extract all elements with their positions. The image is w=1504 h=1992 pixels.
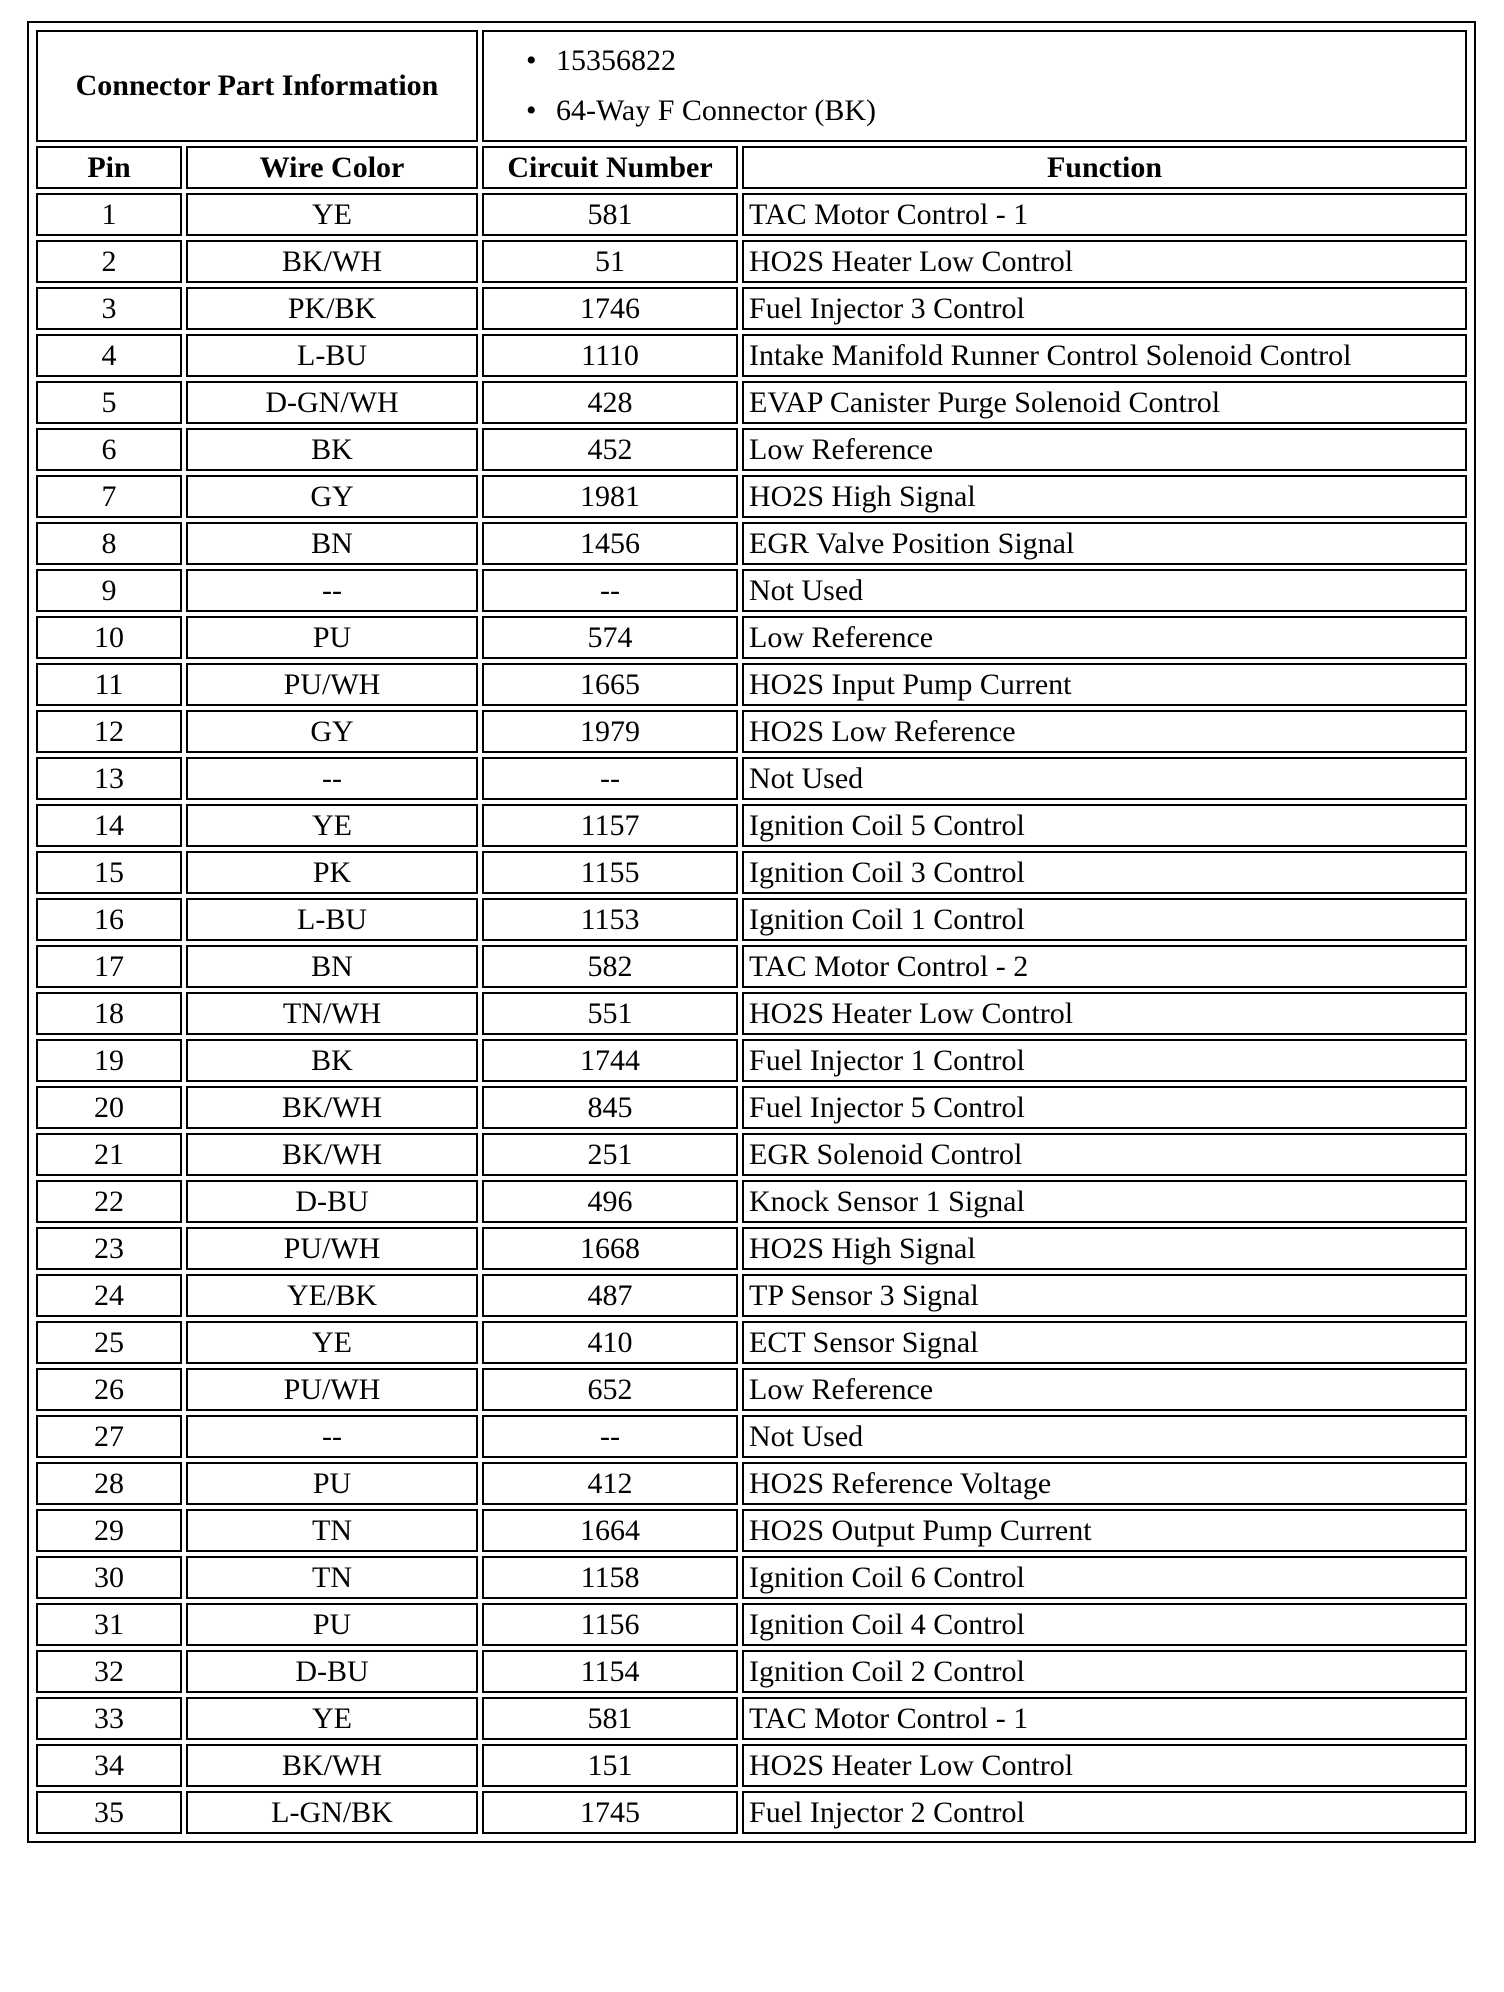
pin-cell: 18 [36,992,182,1035]
table-row [36,1133,1467,1176]
function-cell: Low Reference [742,428,1467,471]
circuit-number-cell: 151 [482,1744,738,1787]
wire-color-cell: PU [186,1462,478,1505]
function-cell: Fuel Injector 1 Control [742,1039,1467,1082]
pin-cell: 35 [36,1791,182,1834]
connector-info-values [482,30,1467,142]
circuit-number-cell: -- [482,569,738,612]
circuit-number-cell: 581 [482,193,738,236]
table-row [36,1368,1467,1411]
function-cell: Not Used [742,1415,1467,1458]
connector-info-list [526,36,1465,136]
table-row [36,1180,1467,1223]
function-cell: Ignition Coil 2 Control [742,1650,1467,1693]
function-cell: EGR Valve Position Signal [742,522,1467,565]
wire-color-cell: YE [186,1697,478,1740]
table-row [36,1697,1467,1740]
pin-cell: 6 [36,428,182,471]
circuit-number-cell: 1158 [482,1556,738,1599]
pin-cell: 33 [36,1697,182,1740]
pin-cell: 17 [36,945,182,988]
header-row [36,146,1467,189]
circuit-number-cell: 452 [482,428,738,471]
function-cell: Not Used [742,757,1467,800]
wire-color-cell: TN/WH [186,992,478,1035]
wire-color-cell: PU/WH [186,1368,478,1411]
function-cell: Not Used [742,569,1467,612]
circuit-number-cell: 1745 [482,1791,738,1834]
function-cell: HO2S Low Reference [742,710,1467,753]
pin-cell: 20 [36,1086,182,1129]
table-row [36,1086,1467,1129]
table-row [36,804,1467,847]
pin-cell: 9 [36,569,182,612]
function-cell: HO2S Input Pump Current [742,663,1467,706]
circuit-number-cell: 1154 [482,1650,738,1693]
pin-cell: 24 [36,1274,182,1317]
pin-cell: 8 [36,522,182,565]
function-cell: Low Reference [742,1368,1467,1411]
function-cell: Ignition Coil 6 Control [742,1556,1467,1599]
circuit-number-cell: 1156 [482,1603,738,1646]
table-row [36,663,1467,706]
pin-cell: 28 [36,1462,182,1505]
wire-color-cell: BK/WH [186,240,478,283]
table-row [36,334,1467,377]
connector-pinout-table [32,26,1471,1838]
circuit-number-cell: -- [482,1415,738,1458]
function-cell: TAC Motor Control - 1 [742,1697,1467,1740]
pin-cell: 15 [36,851,182,894]
circuit-number-cell: 1981 [482,475,738,518]
pin-cell: 10 [36,616,182,659]
function-cell: HO2S Heater Low Control [742,1744,1467,1787]
circuit-number-cell: 1746 [482,287,738,330]
table-row [36,1274,1467,1317]
pin-cell: 23 [36,1227,182,1270]
circuit-number-cell: 496 [482,1180,738,1223]
pin-cell: 5 [36,381,182,424]
table-row [36,522,1467,565]
table-row [36,945,1467,988]
pin-cell: 32 [36,1650,182,1693]
wire-color-cell: BK/WH [186,1086,478,1129]
table-row [36,381,1467,424]
table-row [36,1556,1467,1599]
header-function: Function [742,146,1467,189]
function-cell: Fuel Injector 3 Control [742,287,1467,330]
table-row [36,475,1467,518]
wire-color-cell: L-GN/BK [186,1791,478,1834]
wire-color-cell: L-BU [186,334,478,377]
circuit-number-cell: -- [482,757,738,800]
table-row [36,616,1467,659]
wire-color-cell: YE [186,804,478,847]
table-row [36,569,1467,612]
circuit-number-cell: 1664 [482,1509,738,1552]
function-cell: Intake Manifold Runner Control Solenoid Control [742,334,1467,377]
circuit-number-cell: 51 [482,240,738,283]
circuit-number-cell: 652 [482,1368,738,1411]
pin-cell: 22 [36,1180,182,1223]
pin-cell: 29 [36,1509,182,1552]
circuit-number-cell: 1979 [482,710,738,753]
wire-color-cell: GY [186,710,478,753]
pin-cell: 16 [36,898,182,941]
table-row [36,1039,1467,1082]
pin-cell: 26 [36,1368,182,1411]
circuit-number-cell: 574 [482,616,738,659]
circuit-number-cell: 428 [482,381,738,424]
function-cell: Fuel Injector 5 Control [742,1086,1467,1129]
wire-color-cell: D-BU [186,1650,478,1693]
wire-color-cell: L-BU [186,898,478,941]
pin-cell: 19 [36,1039,182,1082]
circuit-number-cell: 487 [482,1274,738,1317]
function-cell: ECT Sensor Signal [742,1321,1467,1364]
pin-cell: 11 [36,663,182,706]
table-row [36,992,1467,1035]
wire-color-cell: YE/BK [186,1274,478,1317]
function-cell: Knock Sensor 1 Signal [742,1180,1467,1223]
wire-color-cell: YE [186,1321,478,1364]
pin-cell: 4 [36,334,182,377]
connector-info-label: Connector Part Information [36,30,478,142]
circuit-number-cell: 410 [482,1321,738,1364]
table-row [36,1321,1467,1364]
table-row [36,710,1467,753]
table-row [36,757,1467,800]
table-row [36,1415,1467,1458]
function-cell: TAC Motor Control - 2 [742,945,1467,988]
wire-color-cell: YE [186,193,478,236]
wire-color-cell: BN [186,945,478,988]
table-row [36,428,1467,471]
circuit-number-cell: 412 [482,1462,738,1505]
table-row [36,1462,1467,1505]
pin-cell: 2 [36,240,182,283]
table-row [36,1744,1467,1787]
function-cell: Low Reference [742,616,1467,659]
connector-description: • 64-Way F Connector (BK) [526,86,1465,136]
wire-color-cell: PU [186,1603,478,1646]
circuit-number-cell: 845 [482,1086,738,1129]
table-row [36,1509,1467,1552]
circuit-number-cell: 551 [482,992,738,1035]
circuit-number-cell: 1157 [482,804,738,847]
function-cell: EVAP Canister Purge Solenoid Control [742,381,1467,424]
function-cell: EGR Solenoid Control [742,1133,1467,1176]
wire-color-cell: -- [186,569,478,612]
wire-color-cell: GY [186,475,478,518]
pin-cell: 13 [36,757,182,800]
connector-info-row [36,30,1467,142]
function-cell: HO2S Heater Low Control [742,240,1467,283]
table-row [36,287,1467,330]
function-cell: HO2S Reference Voltage [742,1462,1467,1505]
wire-color-cell: TN [186,1509,478,1552]
function-cell: TAC Motor Control - 1 [742,193,1467,236]
pin-cell: 7 [36,475,182,518]
function-cell: TP Sensor 3 Signal [742,1274,1467,1317]
pin-cell: 3 [36,287,182,330]
function-cell: Ignition Coil 5 Control [742,804,1467,847]
wire-color-cell: D-GN/WH [186,381,478,424]
pin-cell: 14 [36,804,182,847]
table-row [36,1227,1467,1270]
header-circuit-number: Circuit Number [482,146,738,189]
function-cell: HO2S High Signal [742,475,1467,518]
wire-color-cell: BK [186,1039,478,1082]
wire-color-cell: PU/WH [186,1227,478,1270]
function-cell: Fuel Injector 2 Control [742,1791,1467,1834]
circuit-number-cell: 581 [482,1697,738,1740]
connector-part-number: • 15356822 [526,36,1465,86]
circuit-number-cell: 1155 [482,851,738,894]
pin-cell: 30 [36,1556,182,1599]
circuit-number-cell: 582 [482,945,738,988]
circuit-number-cell: 1153 [482,898,738,941]
table-row [36,1650,1467,1693]
pin-cell: 1 [36,193,182,236]
pin-cell: 31 [36,1603,182,1646]
wire-color-cell: PU [186,616,478,659]
connector-table-frame [27,21,1476,1843]
pin-cell: 34 [36,1744,182,1787]
wire-color-cell: BK/WH [186,1744,478,1787]
pin-cell: 12 [36,710,182,753]
function-cell: HO2S High Signal [742,1227,1467,1270]
wire-color-cell: BN [186,522,478,565]
wire-color-cell: D-BU [186,1180,478,1223]
wire-color-cell: PU/WH [186,663,478,706]
circuit-number-cell: 1110 [482,334,738,377]
wire-color-cell: TN [186,1556,478,1599]
circuit-number-cell: 251 [482,1133,738,1176]
pin-cell: 27 [36,1415,182,1458]
table-row [36,898,1467,941]
function-cell: Ignition Coil 1 Control [742,898,1467,941]
table-row [36,1791,1467,1834]
wire-color-cell: -- [186,1415,478,1458]
circuit-number-cell: 1668 [482,1227,738,1270]
table-row [36,851,1467,894]
wire-color-cell: BK/WH [186,1133,478,1176]
header-wire-color: Wire Color [186,146,478,189]
circuit-number-cell: 1744 [482,1039,738,1082]
pin-cell: 21 [36,1133,182,1176]
pin-cell: 25 [36,1321,182,1364]
function-cell: Ignition Coil 3 Control [742,851,1467,894]
wire-color-cell: BK [186,428,478,471]
wire-color-cell: -- [186,757,478,800]
header-pin: Pin [36,146,182,189]
function-cell: HO2S Heater Low Control [742,992,1467,1035]
wire-color-cell: PK [186,851,478,894]
table-row [36,240,1467,283]
function-cell: Ignition Coil 4 Control [742,1603,1467,1646]
table-row [36,193,1467,236]
function-cell: HO2S Output Pump Current [742,1509,1467,1552]
circuit-number-cell: 1456 [482,522,738,565]
wire-color-cell: PK/BK [186,287,478,330]
circuit-number-cell: 1665 [482,663,738,706]
table-row [36,1603,1467,1646]
